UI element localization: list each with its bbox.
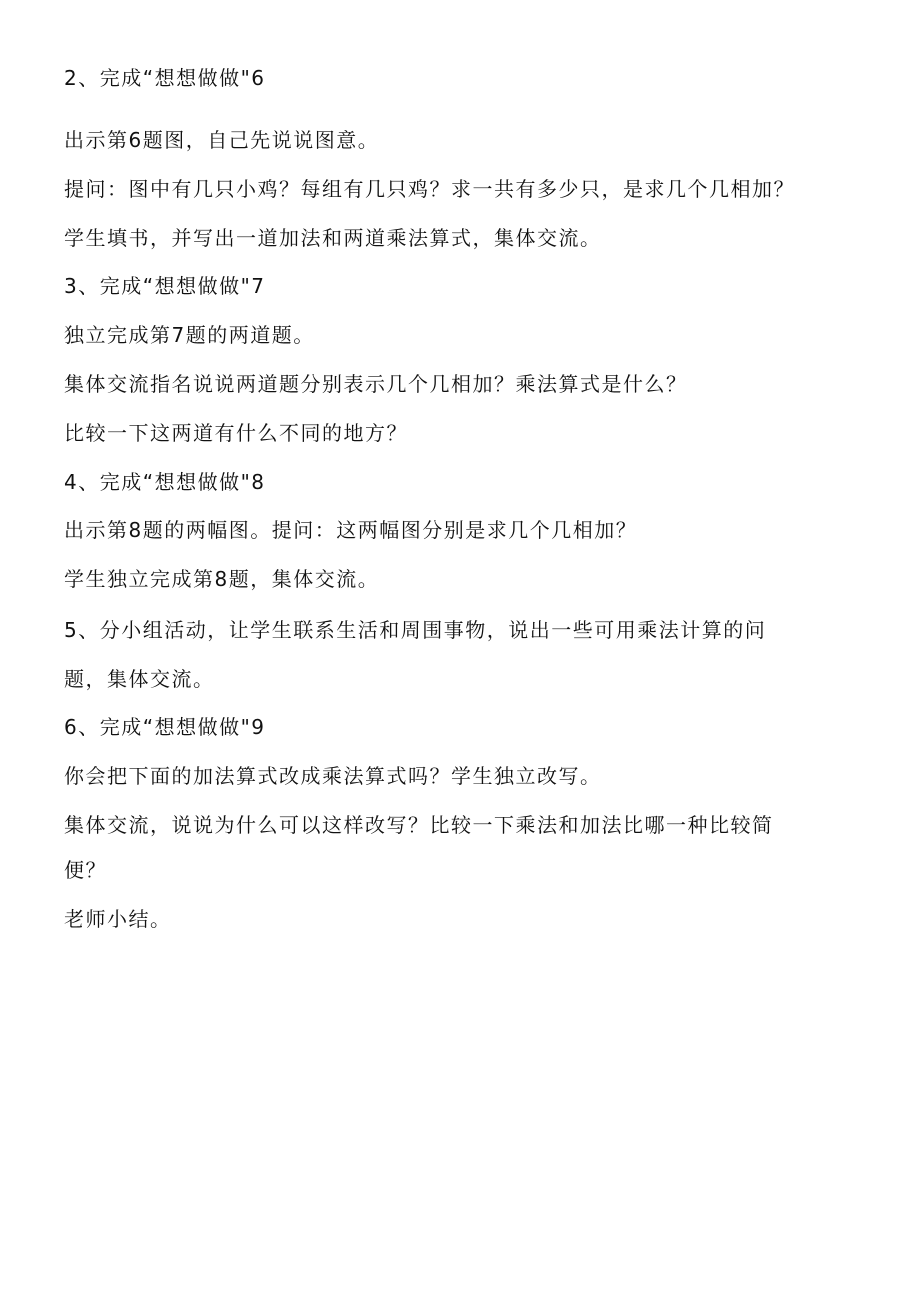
text-line: 题，集体交流。 (64, 667, 215, 691)
text-line: 集体交流，说说为什么可以这样改写？比较一下乘法和加法比哪一种比较简 (64, 813, 774, 837)
text-line: 集体交流指名说说两道题分别表示几个几相加？乘法算式是什么？ (64, 372, 688, 396)
text-line: 学生独立完成第8题，集体交流。 (64, 567, 380, 591)
text-line: 便？ (64, 858, 107, 882)
text-line: 你会把下面的加法算式改成乘法算式吗？学生独立改写。 (64, 764, 602, 788)
text-line: 2、完成“想想做做"6 (64, 66, 266, 90)
text-line: 比较一下这两道有什么不同的地方？ (64, 421, 408, 445)
text-line: 独立完成第7题的两道题。 (64, 323, 315, 347)
text-line: 出示第8题的两幅图。提问：这两幅图分别是求几个几相加？ (64, 518, 638, 542)
text-line: 3、完成“想想做做"7 (64, 274, 266, 298)
text-line: 提问：图中有几只小鸡？每组有几只鸡？求一共有多少只，是求几个几相加？ (64, 177, 795, 201)
text-line: 老师小结。 (64, 907, 172, 931)
text-line: 4、完成“想想做做"8 (64, 470, 266, 494)
text-line: 出示第6题图，自己先说说图意。 (64, 128, 380, 152)
text-line: 5、分小组活动，让学生联系生活和周围事物，说出一些可用乘法计算的问 (64, 618, 767, 642)
text-line: 6、完成“想想做做"9 (64, 715, 266, 739)
text-line: 学生填书，并写出一道加法和两道乘法算式，集体交流。 (64, 226, 602, 250)
